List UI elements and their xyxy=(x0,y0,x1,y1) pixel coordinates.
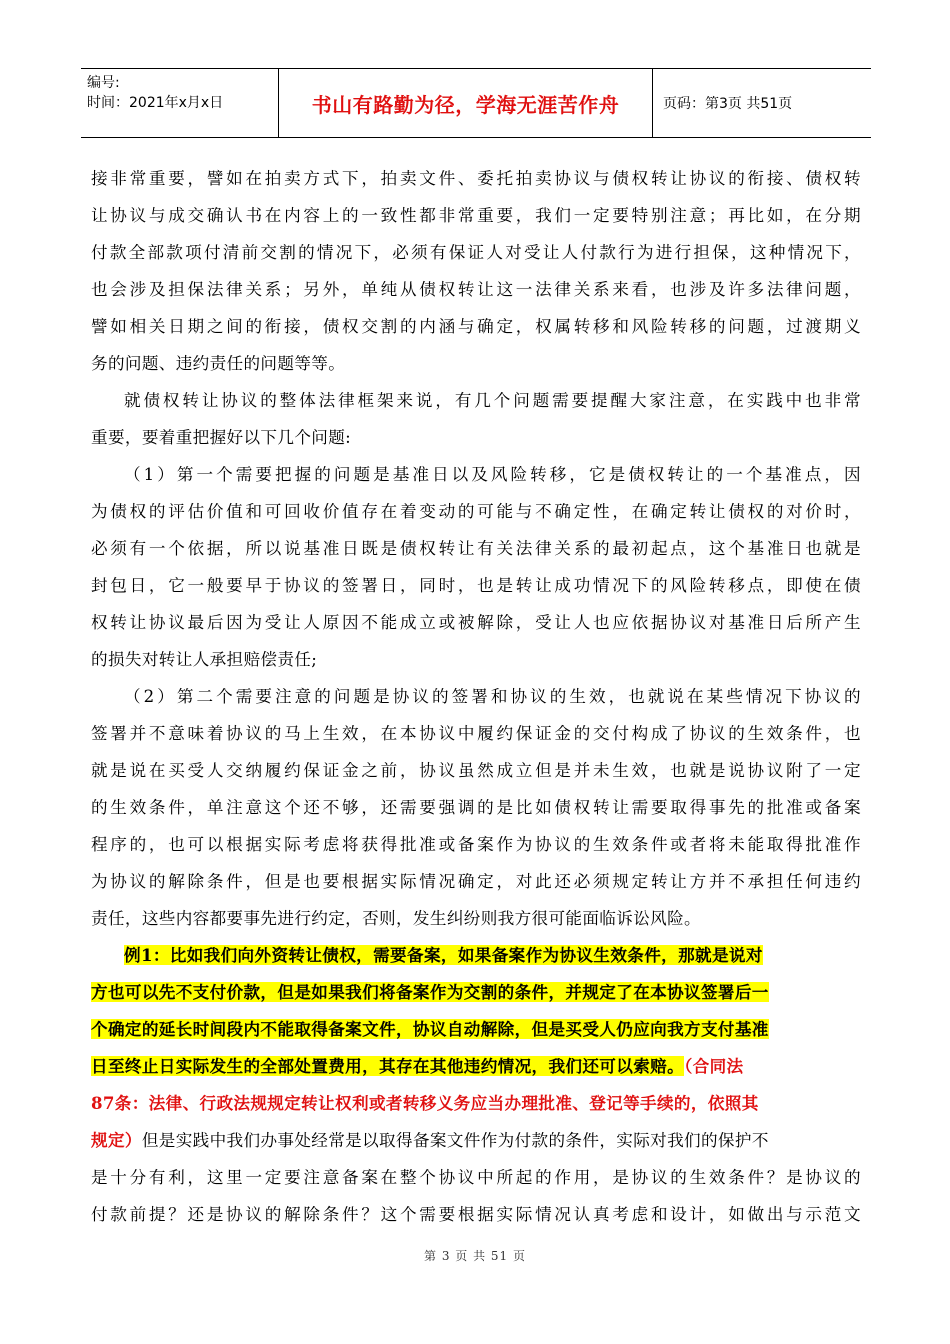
document-header xyxy=(81,68,871,138)
text-line: 责任，这些内容都要事先进行约定，否则，发生纠纷则我方很可能面临诉讼风险。 xyxy=(91,909,701,928)
header-motto: 书山有路勤为径，学海无涯苦作舟 xyxy=(279,69,653,137)
text-line: （1）第一个需要把握的问题是基准日以及风险转移，它是债权转让的一个基准点，因 xyxy=(124,465,861,484)
highlighted-text: 个确定的延长时间段内不能取得备案文件，协议自动解除，但是买受人仍应向我方支付基准 xyxy=(91,1019,769,1039)
text-line: 付款全部款项付清前交割的情况下，必须有保证人对受让人付款行为进行担保，这种情况下， xyxy=(91,243,861,262)
text-line: 是十分有利，这里一定要注意备案在整个协议中所起的作用，是协议的生效条件？是协议的 xyxy=(91,1168,861,1187)
text-line: 让协议与成交确认书在内容上的一致性都非常重要，我们一定要特别注意；再比如，在分期 xyxy=(91,206,861,225)
text-line: 务的问题、违约责任的问题等等。 xyxy=(91,354,346,373)
text-line: 付款前提？还是协议的解除条件？这个需要根据实际情况认真考虑和设计，如做出与示范文 xyxy=(91,1205,861,1224)
number-label: 编号: xyxy=(87,75,120,91)
text-line: 为协议的解除条件，但是也要根据实际情况确定，对此还必须规定转让方并不承担任何违约 xyxy=(91,872,861,891)
text-line: 为债权的评估价值和可回收价值存在着变动的可能与不确定性，在确定转让债权的对价时， xyxy=(91,502,861,521)
text-line: 权转让协议最后因为受让人原因不能成立或被解除，受让人也应依据协议对基准日后所产生 xyxy=(91,613,861,632)
example-line xyxy=(91,974,861,1011)
text-line: 签署并不意味着协议的马上生效，在本协议中履约保证金的交付构成了协议的生效条件，也 xyxy=(91,724,861,743)
text-line: 也会涉及担保法律关系；另外，单纯从债权转让这一法律关系来看，也涉及许多法律问题， xyxy=(91,280,861,299)
page-footer: 第 3 页 共 51 页 xyxy=(424,1249,526,1263)
example-line xyxy=(91,1048,861,1085)
text-line: 封包日，它一般要早于协议的签署日，同时，也是转让成功情况下的风险转移点，即使在债 xyxy=(91,576,861,595)
time-label: 时间：2021年x月x日 xyxy=(87,95,224,111)
law-citation-start: （合同法 xyxy=(684,1056,744,1076)
text-line: 就债权转让协议的整体法律框架来说，有几个问题需要提醒大家注意，在实践中也非常 xyxy=(124,391,861,410)
text-line: 的生效条件，单注意这个还不够，还需要强调的是比如债权转让需要取得事先的批准或备案 xyxy=(91,798,861,817)
example-line xyxy=(91,1011,861,1048)
highlighted-text: 方也可以先不支付价款，但是如果我们将备案作为交割的条件，并规定了在本协议签署后一 xyxy=(91,982,769,1002)
text-line: 接非常重要，譬如在拍卖方式下，拍卖文件、委托拍卖协议与债权转让协议的衔接、债权转 xyxy=(91,169,861,188)
text-span: 但是实践中我们办事处经常是以取得备案文件作为付款的条件，实际对我们的保护不 xyxy=(141,1131,769,1150)
law-citation-end: 规定） xyxy=(91,1130,142,1150)
example-line xyxy=(91,937,861,974)
document-body xyxy=(91,160,861,1233)
text-line: （2）第二个需要注意的问题是协议的签署和协议的生效，也就说在某些情况下协议的 xyxy=(124,687,861,706)
text-line: 重要，要着重把握好以下几个问题: xyxy=(91,428,352,447)
header-meta xyxy=(81,69,279,137)
text-line: 譬如相关日期之间的衔接，债权交割的内涵与确定，权属转移和风险转移的问题，过渡期义 xyxy=(91,317,861,336)
text-line: 就是说在买受人交纳履约保证金之前，协议虽然成立但是并未生效，也就是说协议附了一定 xyxy=(91,761,861,780)
highlighted-text: 日至终止日实际发生的全部处置费用，其存在其他违约情况，我们还可以索赔。 xyxy=(91,1056,685,1076)
law-citation-line xyxy=(91,1085,861,1122)
text-line: 必须有一个依据，所以说基准日既是债权转让有关法律关系的最初起点，这个基准日也就是 xyxy=(91,539,861,558)
text-line: 的损失对转让人承担赔偿责任; xyxy=(91,650,318,669)
text-line xyxy=(91,1122,861,1159)
highlighted-text: 例1：比如我们向外资转让债权，需要备案，如果备案作为协议生效条件，那就是说对 xyxy=(124,945,763,965)
text-line: 程序的，也可以根据实际考虑将获得批准或备案作为协议的生效条件或者将未能取得批准作 xyxy=(91,835,861,854)
header-page-info: 页码：第3页 共51页 xyxy=(663,96,793,112)
law-citation: 87条：法律、行政法规规定转让权利或者转移义务应当办理批准、登记等手续的，依照其 xyxy=(91,1093,759,1113)
